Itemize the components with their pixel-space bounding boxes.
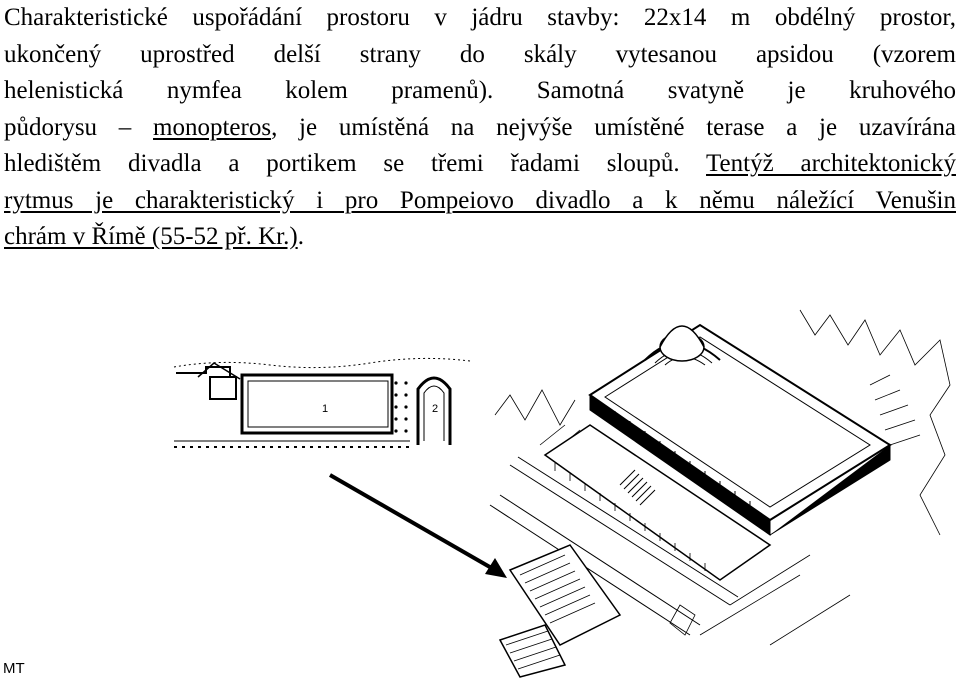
text-line-6[interactable]: rytmus je charakteristický i pro Pompeiovo divadlo a k němu náležící Venušin [4,186,956,214]
sanctuary-aerial-drawing [470,305,955,680]
author-initials: MT [3,660,25,677]
architecture-link-start[interactable]: Tentýž architektonický [706,150,956,177]
architecture-link-end[interactable]: chrám v Římě (55-52 př. Kr.) [4,223,298,250]
text-line-2: ukončený uprostřed delší strany do skály vytesanou apsidou (vzorem [4,40,956,68]
text-line-3: helenistická nymfea kolem pramenů). Samotná svatyně je kruhového [4,77,956,104]
text-line-1: Charakteristické uspořádání prostoru v jádru stavby: 22x14 m obdélný prostor, [4,4,956,31]
floor-plan-drawing [170,355,480,455]
monopteros-link[interactable]: monopteros [153,113,272,141]
text-line-4: půdorysu – monopteros, je umístěná na nejvýše umístěné terase a je uzavírána [4,113,956,141]
text-line-5: hledištěm divadla a portikem se třemi řadami sloupů. Tentýž architektonický [4,150,956,177]
room-2-label: 2 [432,403,439,415]
text-line-7: chrám v Římě (55-52 př. Kr.). [4,223,304,250]
room-1-label: 1 [322,403,329,415]
main-paragraph [4,0,956,256]
